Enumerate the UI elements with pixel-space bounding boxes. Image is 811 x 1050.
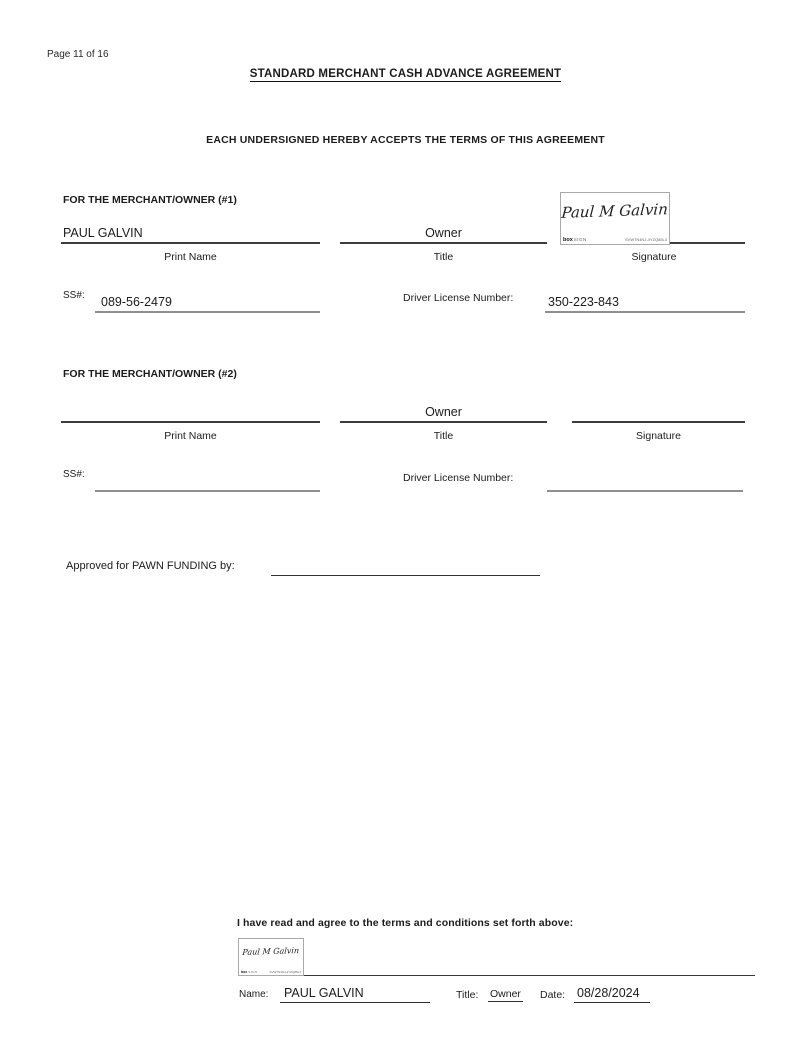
approval-label: Approved for PAWN FUNDING by: <box>66 560 235 572</box>
merchant2-ss-label: SS#: <box>63 469 85 480</box>
footer-name-value: PAUL GALVIN <box>284 986 364 1000</box>
merchant1-dl-field <box>545 288 745 313</box>
merchant1-print-name-label: Print Name <box>164 251 217 263</box>
merchant2-signature-label: Signature <box>636 430 681 442</box>
document-title: STANDARD MERCHANT CASH ADVANCE AGREEMENT <box>249 68 562 80</box>
footer-signature-code: SVW7N4NJ-4YZQ85L3 <box>269 970 301 974</box>
merchant1-heading: FOR THE MERCHANT/OWNER (#1) <box>63 194 237 206</box>
merchant2-ss-value <box>95 488 99 490</box>
merchant1-print-name-field <box>61 222 320 244</box>
acceptance-statement: EACH UNDERSIGNED HEREBY ACCEPTS THE TERMS OF THIS AGREEMENT <box>206 134 605 146</box>
subtitle-row <box>0 130 811 148</box>
merchant2-title-value: Owner <box>425 405 462 419</box>
page-number: Page 11 of 16 <box>47 49 109 60</box>
merchant1-ss-field <box>95 288 320 313</box>
merchant1-dl-value: 350-223-843 <box>548 295 619 309</box>
footer-title-label: Title: <box>456 989 479 1001</box>
merchant2-title-label: Title <box>433 430 454 442</box>
merchant1-title-field <box>340 222 547 244</box>
approval-signature-line <box>271 560 540 576</box>
footer-title-value: Owner <box>490 988 521 1000</box>
merchant1-title-value: Owner <box>425 226 462 240</box>
footer-date-label: Date: <box>540 989 566 1001</box>
footer-signature-script: Paul M Galvin <box>242 946 300 958</box>
footer-boxsign-logo: box SIGN <box>241 970 258 974</box>
footer-signature-box <box>238 938 304 976</box>
merchant2-print-name-label: Print Name <box>164 430 217 442</box>
footer-boxsign-footer <box>239 970 303 975</box>
merchant1-ss-label: SS#: <box>63 290 85 301</box>
merchant1-title-label: Title <box>433 251 454 263</box>
title-row <box>0 64 811 82</box>
footer-signature-line <box>238 974 755 976</box>
merchant2-print-name-value <box>61 419 65 421</box>
footer-date-value: 08/28/2024 <box>577 986 640 1000</box>
merchant2-signature-line <box>572 401 745 423</box>
agreement-statement: I have read and agree to the terms and conditions set forth above: <box>237 917 574 929</box>
merchant2-ss-field <box>95 467 320 492</box>
merchant2-title-field <box>340 401 547 423</box>
merchant2-dl-field <box>547 467 743 492</box>
merchant2-dl-label: Driver License Number: <box>403 472 514 484</box>
merchant1-print-name-value: PAUL GALVIN <box>63 226 143 240</box>
merchant2-print-name-field <box>61 401 320 423</box>
merchant1-signature-label: Signature <box>631 251 677 263</box>
merchant1-ss-value: 089-56-2479 <box>101 295 172 309</box>
merchant2-heading: FOR THE MERCHANT/OWNER (#2) <box>63 368 237 380</box>
merchant1-dl-label: Driver License Number: <box>403 292 514 304</box>
merchant1-signature-box <box>560 192 670 245</box>
signature-code: SVW7N4NJ-4YZQ85L3 <box>624 237 667 242</box>
merchant1-signature-script: Paul M Galvin <box>560 200 669 222</box>
boxsign-footer <box>561 237 669 244</box>
footer-name-label: Name: <box>239 989 269 1000</box>
footer-date-field <box>574 980 650 1003</box>
footer-name-field <box>280 980 430 1003</box>
merchant2-dl-value <box>547 488 551 490</box>
boxsign-logo: box SIGN <box>563 237 587 243</box>
